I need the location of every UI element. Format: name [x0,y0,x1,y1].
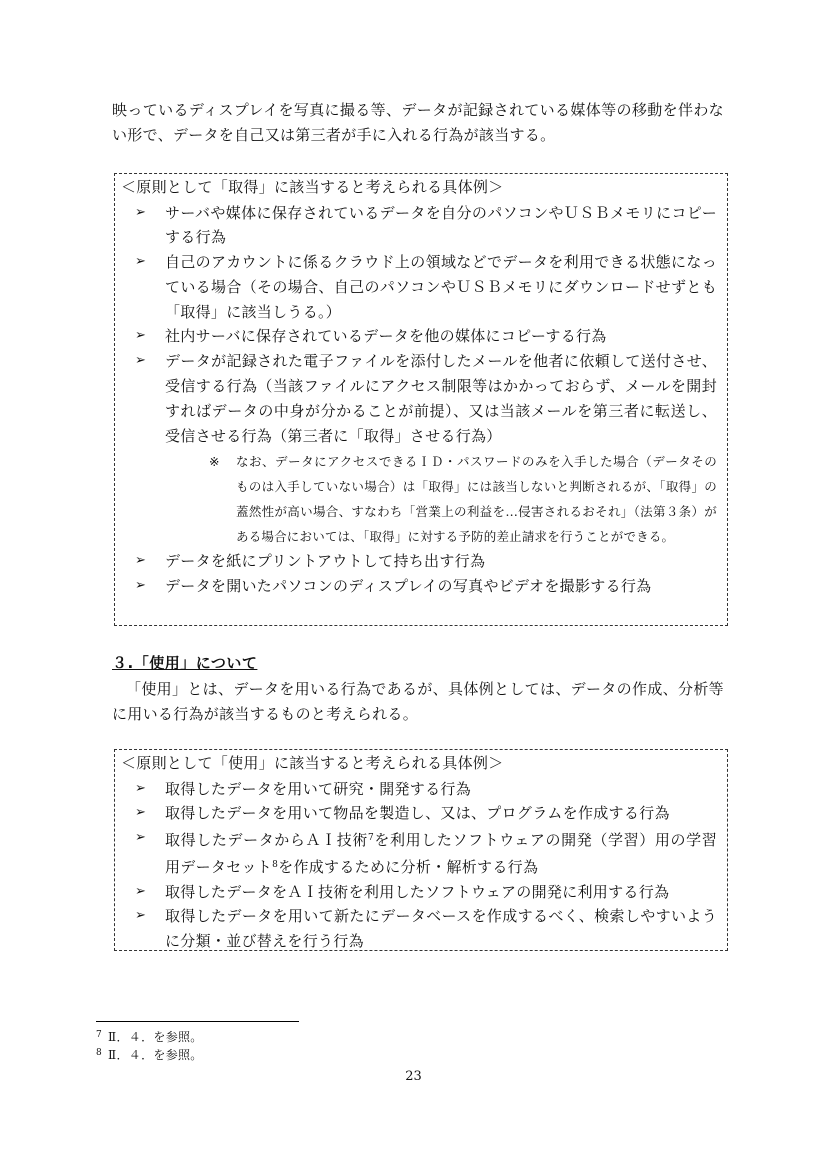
list-item-text: サーバや媒体に保存されているデータを自分のパソコンやＵＳＢメモリにコピーする行為 [165,203,717,247]
list-item-text: 社内サーバに保存されているデータを他の媒体にコピーする行為 [165,327,607,346]
list-item [121,801,717,826]
acquisition-example-list [121,201,717,600]
acquisition-note [209,449,717,549]
footnote-number: 8 [96,1048,103,1058]
footnote-ref-8: 8 [272,859,279,870]
list-item [121,201,717,251]
list-item-text-part: 取得したデータからＡＩ技術 [165,831,369,850]
list-item-text: データを開いたパソコンのディスプレイの写真やビデオを撮影する行為 [165,577,652,596]
list-item [121,324,717,349]
arrowhead-bullet-icon: ➢ [135,780,147,796]
list-item [121,904,717,954]
footnote-number: 7 [96,1030,103,1040]
section-heading: ３.「使用」について [112,654,258,672]
arrowhead-bullet-icon: ➢ [135,353,147,369]
acquisition-examples-box [114,173,728,626]
acquisition-box-title: ＜原則として「取得」に該当すると考えられる具体例＞ [121,178,504,196]
use-examples-box [114,749,728,951]
footnote-text: Ⅱ．４．を参照。 [108,1030,203,1044]
list-item-text: データが記録された電子ファイルを添付したメールを他者に依頼して送付させ、受信する行為（当該ファイルにアクセス制限等はかかっておらず、メールを開封すればデータの中身が分かることが前提）、又は当該メールを第三者に転送し、受信させる行為（第三者に「取得」させる行為） [165,352,717,445]
list-item-text: 取得したデータを用いて物品を製造し、又は、プログラムを作成する行為 [165,804,670,823]
arrowhead-bullet-icon: ➢ [135,805,147,821]
list-item-text-part: を利用したソフトウェアの開発（学習）用の学習用データセット [165,831,717,876]
arrowhead-bullet-icon: ➢ [135,883,147,899]
footnote [96,1027,203,1045]
list-item [121,349,717,549]
intro-paragraph: 映っているディスプレイを写真に撮る等、データが記録されている媒体等の移動を伴わない形で、データを自己又は第三者が手に入れる行為が該当する。 [112,101,724,144]
list-item-text: 取得したデータをＡＩ技術を利用したソフトウェアの開発に利用する行為 [165,882,670,901]
arrowhead-bullet-icon: ➢ [135,830,147,846]
list-item-text: 取得したデータを用いて新たにデータベースを作成するべく、検索しやすいように分類・並び替えを行う行為 [165,907,717,951]
list-item [121,250,717,324]
list-item-text: データを紙にプリントアウトして持ち出す行為 [165,552,486,571]
list-item [121,574,717,599]
footnote-divider [96,1021,299,1022]
arrowhead-bullet-icon: ➢ [135,578,147,594]
footnote-ref-7: 7 [368,833,375,844]
list-item-text: 自己のアカウントに係るクラウド上の領域などでデータを利用できる状態になっている場合（その場合、自己のパソコンやＵＳＢメモリにダウンロードせずとも「取得」に該当しうる。） [165,253,717,321]
arrowhead-bullet-icon: ➢ [135,328,147,344]
arrowhead-bullet-icon: ➢ [135,553,147,569]
section-paragraph: 「使用」とは、データを用いる行為であるが、具体例としては、データの作成、分析等に用いる行為が該当するものと考えられる。 [112,680,724,723]
arrowhead-bullet-icon: ➢ [135,204,147,220]
note-text: なお、データにアクセスできるＩＤ・パスワードのみを入手した場合（データそのものは入手していない場合）は「取得」には該当しないと判断されるが、「取得」の蓋然性が高い場合、すなわち「営業上の利益を…侵害されるおそれ」（法第３条）がある場合においては、「取得」に対する予防的差止請求を行うことができる。 [236,454,717,545]
use-box-title: ＜原則として「使用」に該当すると考えられる具体例＞ [121,754,504,772]
list-item-text: 取得したデータを用いて研究・開発する行為 [165,779,472,798]
footnote-text: Ⅱ．４．を参照。 [108,1048,203,1062]
arrowhead-bullet-icon: ➢ [135,908,147,924]
footnote [96,1045,203,1063]
list-item [121,880,717,905]
list-item [121,826,717,880]
note-mark: ※ [209,454,220,470]
list-item [121,777,717,802]
list-item [121,549,717,574]
use-example-list [121,777,717,955]
list-item-text-part: を作成するために分析・解析する行為 [278,857,539,876]
arrowhead-bullet-icon: ➢ [135,254,147,270]
page-number: 23 [405,1069,422,1084]
